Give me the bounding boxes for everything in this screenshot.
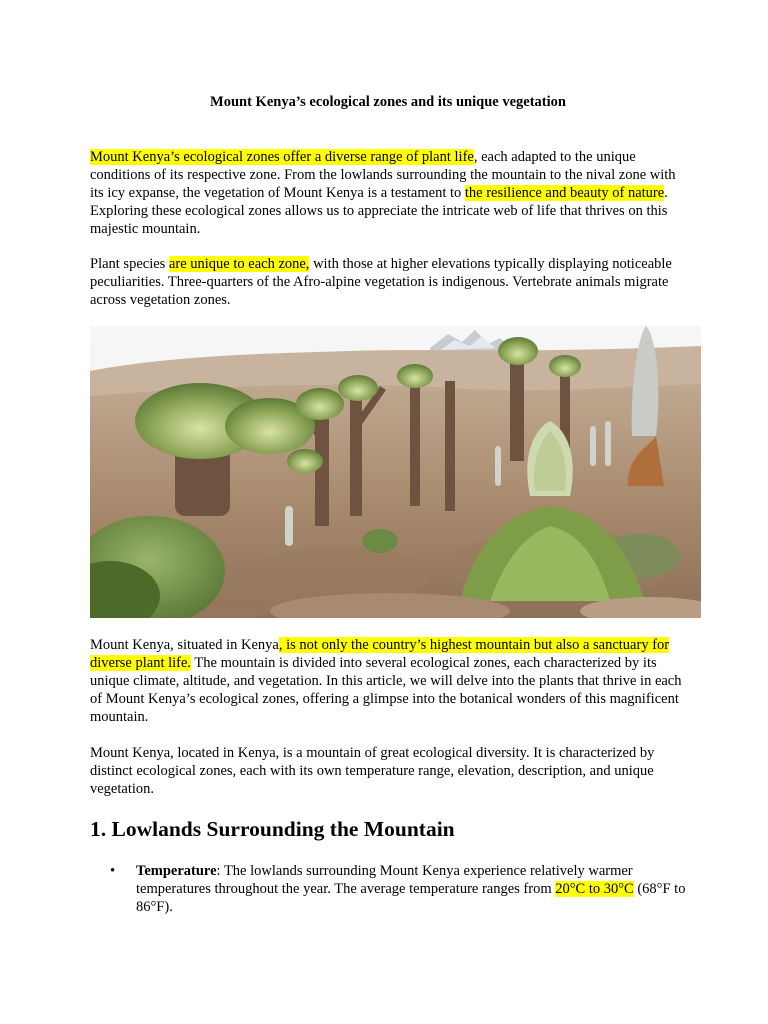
highlighted-text: 20°C to 30°C [555,881,634,897]
paragraph-species [90,255,686,309]
paragraph-text: Plant species [90,256,169,272]
paragraph-text: The mountain is divided into several ecological zones, each characterized by its unique climate, altitude, and vegetation. In this article, we will delve into the plants that thrive in each of Mount Kenya’s ecological zones, offering a glimpse into the botanical wonders of this magnificent mountain. [90,655,682,725]
bullet-text: : The lowlands surrounding Mount Kenya experience relatively warmer temperatures throughout the year. The average temperature ranges from [136,863,633,897]
list-item-temperature [136,862,686,916]
paragraph-overview [90,636,686,726]
highlighted-text: the resilience and beauty of nature [464,185,665,201]
paragraph-intro [90,148,686,238]
landscape-illustration [90,326,701,618]
highlighted-text: Mount Kenya’s ecological zones offer a diverse range of plant life [90,149,474,165]
paragraph-text: Mount Kenya, situated in Kenya [90,637,279,653]
paragraph-text: , each adapted to the unique conditions of its respective zone. From the lowlands surrounding the mountain to the nival zone with its icy expanse, the vegetation of Mount Kenya is a testament to [90,149,676,201]
bullet-marker: • [110,863,116,879]
bullet-label: Temperature [136,863,217,879]
highlighted-text: are unique to each zone, [168,256,310,272]
document-title: Mount Kenya’s ecological zones and its unique vegetation [210,94,566,110]
paragraph-text: . Exploring these ecological zones allows us to appreciate the intricate web of life that thrives on this majestic mountain. [90,185,668,237]
afro-alpine-vegetation-photo [90,326,701,618]
section-heading: 1. Lowlands Surrounding the Mountain [90,817,455,841]
highlighted-text: , is not only the country’s highest mountain but also a sanctuary for diverse plant life. [90,637,670,671]
paragraph-diversity: Mount Kenya, located in Kenya, is a mountain of great ecological diversity. It is characterized by distinct ecological zones, each with its own temperature range, elevation, description, and unique vegetation. [90,745,655,797]
bullet-text: (68°F to 86°F). [136,881,686,915]
paragraph-text: with those at higher elevations typically displaying noticeable peculiarities. Three-quarters of the Afro-alpine vegetation is indigenous. Vertebrate animals migrate across vegetation zones. [90,256,672,308]
